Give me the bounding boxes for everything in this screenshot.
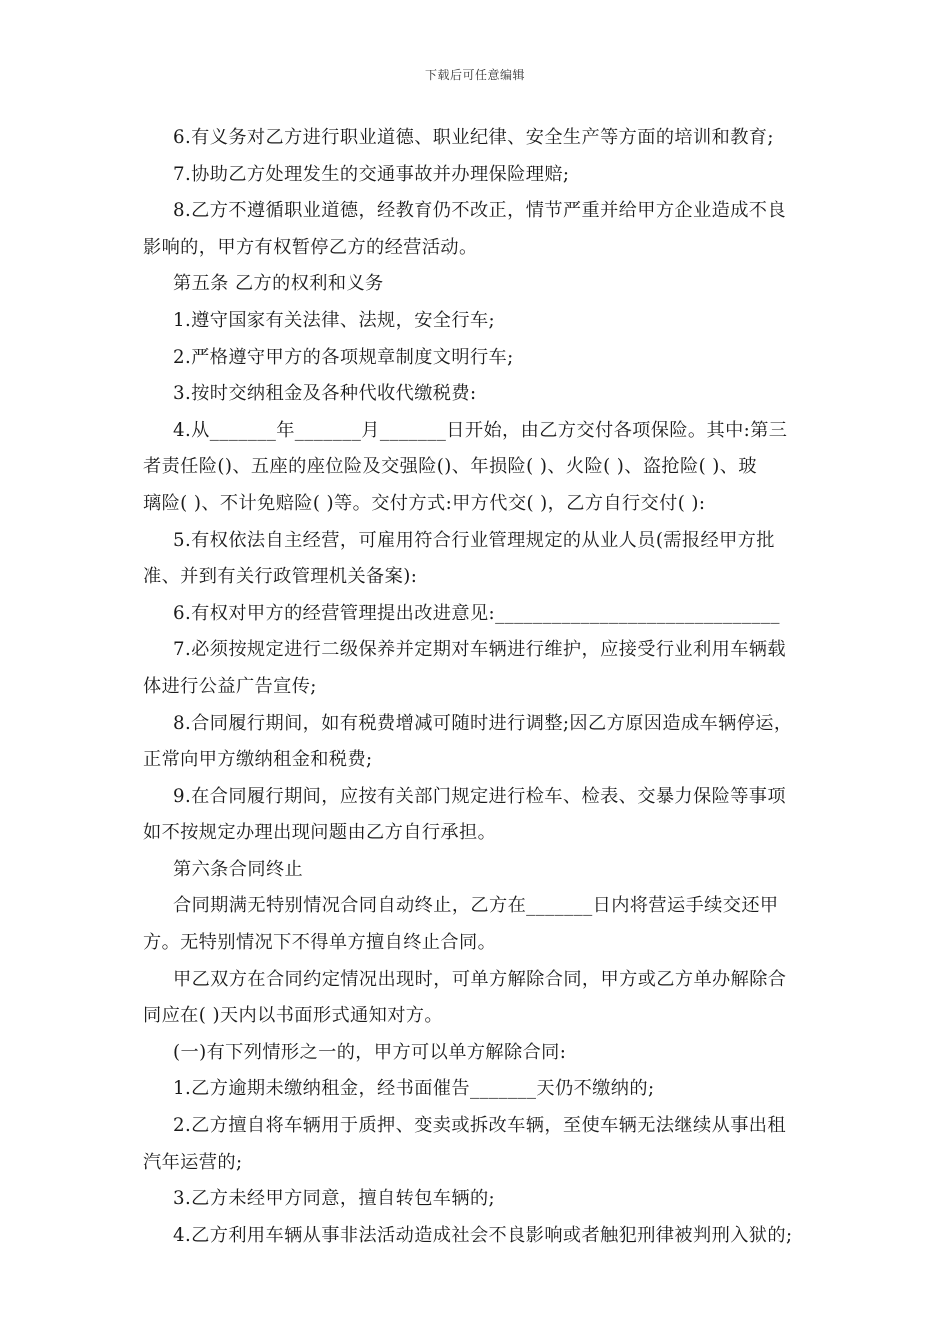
paragraph-line: 如不按规定办理出现问题由乙方自行承担。 <box>143 822 497 844</box>
paragraph-line: 1.乙方逾期未缴纳租金，经书面催告_______天仍不缴纳的; <box>173 1078 655 1100</box>
paragraph-line: 同应在( )天内以书面形式通知对方。 <box>143 1005 443 1027</box>
section-heading: 第六条合同终止 <box>173 858 304 880</box>
paragraph-line: 者责任险()、五座的座位险及交强险()、年损险( )、火险( )、盗抢险( )、玻 <box>143 456 757 478</box>
paragraph-line: 2.乙方擅自将车辆用于质押、变卖或拆改车辆，至使车辆无法继续从事出租 <box>173 1115 786 1137</box>
paragraph-line: 5.有权依法自主经营，可雇用符合行业管理规定的从业人员(需报经甲方批 <box>173 529 775 551</box>
paragraph-line: 汽年运营的; <box>143 1151 243 1173</box>
paragraph-line: 4.从_______年_______月_______日开始，由乙方交付各项保险。其中:第三 <box>173 419 788 441</box>
paragraph-line: 3.按时交纳租金及各种代收代缴税费: <box>173 383 477 405</box>
paragraph-line: 6.有义务对乙方进行职业道德、职业纪律、安全生产等方面的培训和教育; <box>173 127 774 148</box>
paragraph-line: 3.乙方未经甲方同意，擅自转包车辆的; <box>173 1188 496 1210</box>
paragraph-line: 甲乙双方在合同约定情况出现时，可单方解除合同，甲方或乙方单办解除合 <box>173 968 787 990</box>
document-body <box>143 120 815 1254</box>
paragraph-line: 6.有权对甲方的经营管理提出改进意见:______________________________ <box>173 602 780 624</box>
paragraph-line: 8.合同履行期间，如有税费增减可随时进行调整;因乙方原因造成车辆停运， <box>173 712 793 734</box>
paragraph-line: 8.乙方不遵循职业道德，经教育仍不改正，情节严重并给甲方企业造成不良 <box>173 200 786 222</box>
paragraph-line: 璃险( )、不计免赔险( )等。交付方式:甲方代交( )，乙方自行交付( ): <box>143 492 706 514</box>
paragraph-line: 正常向甲方缴纳租金和税费; <box>143 749 373 771</box>
paragraph-line: 体进行公益广告宣传; <box>143 675 317 697</box>
page-header: 下载后可任意编辑 <box>424 68 525 82</box>
paragraph-line: 准、并到有关行政管理机关备案): <box>143 566 418 588</box>
paragraph-line: 4.乙方利用车辆从事非法活动造成社会不良影响或者触犯刑律被判刑入狱的; <box>173 1224 793 1246</box>
paragraph-line: (一)有下列情形之一的，甲方可以单方解除合同: <box>173 1041 567 1063</box>
paragraph-line: 影响的，甲方有权暂停乙方的经营活动。 <box>143 236 478 258</box>
paragraph-line: 7.协助乙方处理发生的交通事故并办理保险理赔; <box>173 163 570 185</box>
paragraph-line: 1.遵守国家有关法律、法规，安全行车; <box>173 309 496 331</box>
paragraph-line: 合同期满无特别情况合同自动终止，乙方在_______日内将营运手续交还甲 <box>173 895 779 917</box>
section-heading: 第五条 乙方的权利和义务 <box>173 273 384 295</box>
paragraph-line: 方。无特别情况下不得单方擅自终止合同。 <box>143 932 497 954</box>
paragraph-line: 9.在合同履行期间，应按有关部门规定进行检车、检表、交暴力保险等事项 <box>173 785 786 807</box>
paragraph-line: 2.严格遵守甲方的各项规章制度文明行车; <box>173 346 514 368</box>
paragraph-line: 7.必须按规定进行二级保养并定期对车辆进行维护，应接受行业利用车辆载 <box>173 639 786 661</box>
